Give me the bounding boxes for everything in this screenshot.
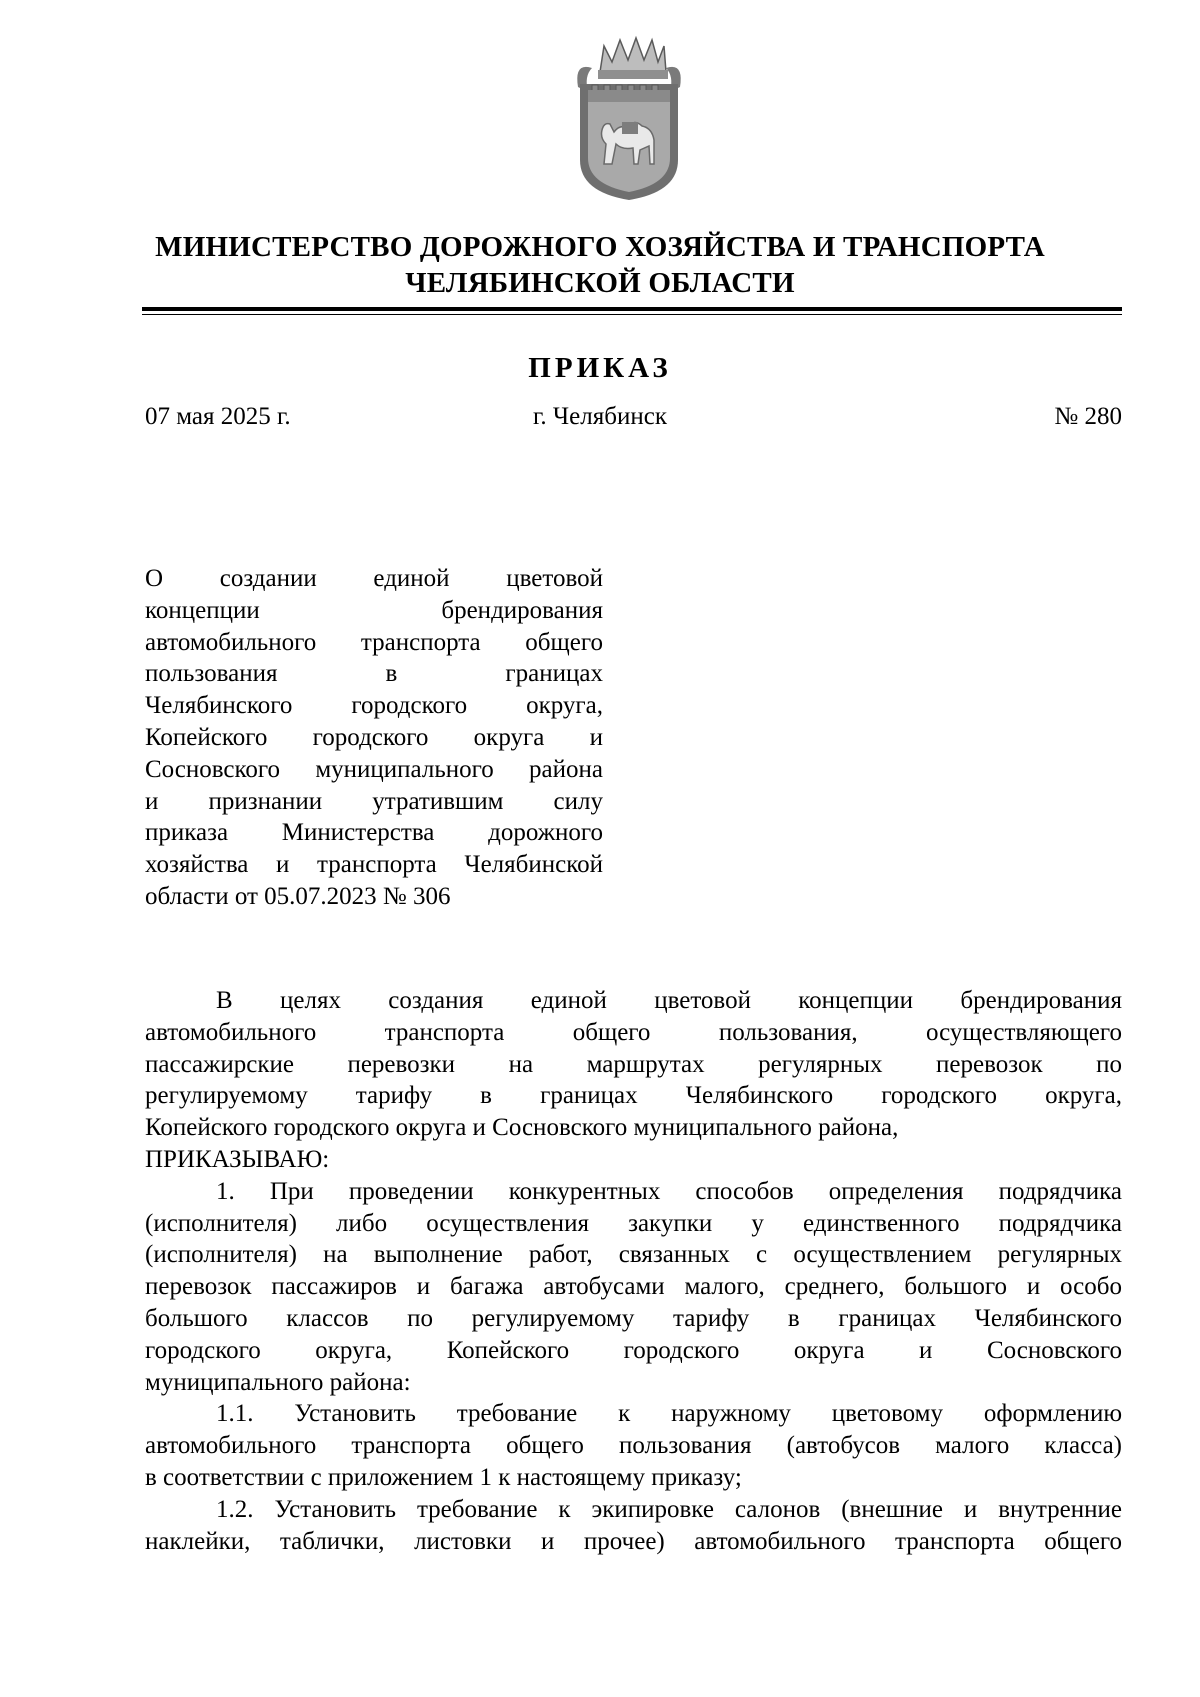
header-divider-thin (142, 314, 1122, 315)
subject-line: О создании единой цветовой (145, 565, 603, 592)
order-date: 07 мая 2025 г. (145, 403, 291, 430)
body-line: в соответствии с приложением 1 к настоящему приказу; (145, 1463, 742, 1491)
order-city: г. Челябинск (533, 403, 667, 430)
body-line: (исполнителя) либо осуществления закупки у единственного подрядчика (145, 1209, 1122, 1237)
subject-line: и признании утратившим силу (145, 787, 603, 815)
subject-line: Копейского городского округа и (145, 723, 603, 751)
order-number: № 280 (1054, 403, 1122, 430)
body-line: большого классов по регулируемому тарифу в границах Челябинского (145, 1304, 1122, 1332)
body-line: перевозок пассажиров и багажа автобусами малого, среднего, большого и особо (145, 1273, 1122, 1301)
body-line: (исполнителя) на выполнение работ, связанных с осуществлением регулярных (145, 1241, 1122, 1269)
ministry-name-line1: МИНИСТЕРСТВО ДОРОЖНОГО ХОЗЯЙСТВА И ТРАНСПОРТА (155, 231, 1045, 263)
body-line: 1.1. Установить требование к наружному цветовому оформлению (216, 1400, 1122, 1428)
order-title: ПРИКАЗ (528, 352, 672, 384)
subject-line: приказа Министерства дорожного (145, 819, 603, 847)
header-divider-thick (142, 307, 1122, 311)
coat-of-arms-icon (570, 32, 688, 202)
ministry-name-line2: ЧЕЛЯБИНСКОЙ ОБЛАСТИ (405, 267, 795, 299)
order-subject (145, 563, 603, 913)
subject-line: Сосновского муниципального района (145, 755, 603, 783)
body-line: муниципального района: (145, 1368, 411, 1396)
subject-line: автомобильного транспорта общего (145, 628, 603, 656)
subject-line: пользования в границах (145, 660, 603, 688)
body-line: автомобильного транспорта общего пользования (автобусов малого класса) (145, 1432, 1122, 1460)
body-line: городского округа, Копейского городского округа и Сосновского (145, 1336, 1122, 1364)
body-line: Копейского городского округа и Сосновского муниципального района, (145, 1114, 899, 1142)
subject-line: Челябинского городского округа, (145, 692, 603, 720)
body-line: 1.2. Установить требование к экипировке салонов (внешние и внутренние (216, 1495, 1122, 1523)
body-line: 1. При проведении конкурентных способов определения подрядчика (216, 1177, 1122, 1205)
body-line: ПРИКАЗЫВАЮ: (145, 1145, 330, 1173)
body-line: В целях создания единой цветовой концепции брендирования (216, 987, 1122, 1014)
body-line: регулируемому тарифу в границах Челябинского городского округа, (145, 1082, 1122, 1110)
body-line: автомобильного транспорта общего пользования, осуществляющего (145, 1018, 1122, 1046)
order-body (145, 985, 1122, 1557)
subject-line: концепции брендирования (145, 596, 603, 624)
body-line: наклейки, таблички, листовки и прочее) автомобильного транспорта общего (145, 1527, 1122, 1555)
subject-line: хозяйства и транспорта Челябинской (145, 851, 603, 879)
subject-line: области от 05.07.2023 № 306 (145, 882, 451, 910)
body-line: пассажирские перевозки на маршрутах регулярных перевозок по (145, 1050, 1122, 1078)
